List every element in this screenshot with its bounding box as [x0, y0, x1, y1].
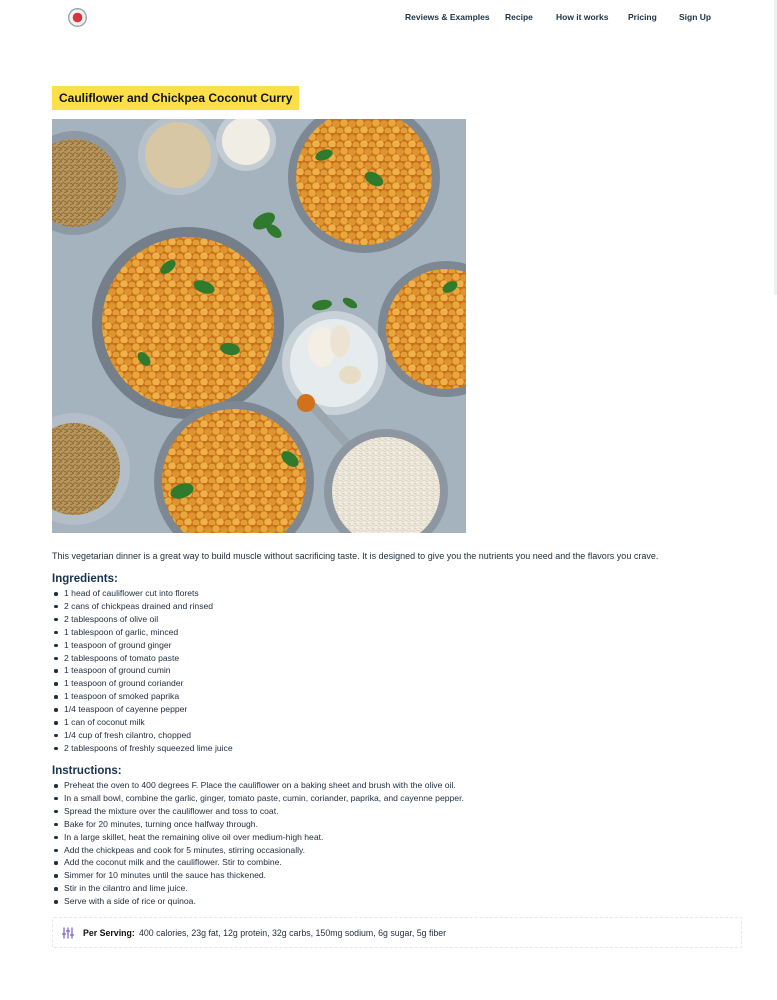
per-serving-value: 400 calories, 23g fat, 12g protein, 32g carbs, 150mg sodium, 6g sugar, 5g fiber — [139, 928, 447, 938]
list-item: Add the coconut milk and the cauliflower. Stir to combine. — [64, 856, 464, 869]
list-item: 1 teaspoon of ground coriander — [64, 677, 233, 690]
nav-recipe[interactable]: Recipe — [505, 12, 533, 22]
list-item: 2 cans of chickpeas drained and rinsed — [64, 600, 233, 613]
list-item: 1 teaspoon of ground cumin — [64, 664, 233, 677]
list-item: Bake for 20 minutes, turning once halfway through. — [64, 818, 464, 831]
recipe-intro: This vegetarian dinner is a great way to build muscle without sacrificing taste. It is designed to give you the nutrients you need and the flavors you crave. — [52, 551, 659, 561]
list-item: 1/4 cup of fresh cilantro, chopped — [64, 729, 233, 742]
list-item: 1 tablespoon of garlic, minced — [64, 626, 233, 639]
recipe-title: Cauliflower and Chickpea Coconut Curry — [52, 86, 299, 110]
list-item: 1/4 teaspoon of cayenne pepper — [64, 703, 233, 716]
nav-sign-up[interactable]: Sign Up — [679, 12, 712, 22]
top-nav — [0, 0, 777, 36]
instructions-heading: Instructions: — [52, 765, 122, 777]
list-item: Add the chickpeas and cook for 5 minutes, stirring occasionally. — [64, 844, 464, 857]
list-item: In a small bowl, combine the garlic, ginger, tomato paste, cumin, coriander, paprika, and cayenne pepper. — [64, 792, 464, 803]
list-item: 2 tablespoons of freshly squeezed lime juice — [64, 742, 233, 753]
list-item: 1 teaspoon of smoked paprika — [64, 690, 233, 703]
ingredients-heading: Ingredients: — [52, 573, 118, 585]
nav-links — [0, 12, 777, 26]
list-item: Spread the mixture over the cauliflower and toss to coat. — [64, 805, 464, 818]
ingredients-list — [64, 587, 233, 755]
list-item: 1 teaspoon of ground ginger — [64, 639, 233, 652]
list-item: Simmer for 10 minutes until the sauce has thickened. — [64, 869, 464, 882]
list-item: 2 tablespoons of tomato paste — [64, 652, 233, 665]
recipe-hero-image — [52, 119, 466, 533]
list-item: 2 tablespoons of olive oil — [64, 613, 233, 626]
list-item: Preheat the oven to 400 degrees F. Place the cauliflower on a baking sheet and brush with the olive oil. — [64, 779, 464, 792]
nav-how-it-works[interactable]: How it works — [556, 12, 609, 22]
sliders-icon — [62, 927, 74, 939]
per-serving-label: Per Serving: — [83, 928, 135, 938]
list-item: 1 can of coconut milk — [64, 716, 233, 729]
list-item: Serve with a side of rice or quinoa. — [64, 895, 464, 908]
instructions-list — [64, 779, 464, 908]
per-serving-box — [52, 917, 742, 948]
list-item: 1 head of cauliflower cut into florets — [64, 587, 233, 600]
list-item: In a large skillet, heat the remaining olive oil over medium-high heat. — [64, 831, 464, 844]
nav-reviews-examples[interactable]: Reviews & Examples — [405, 12, 490, 22]
list-item: Stir in the cilantro and lime juice. — [64, 882, 464, 895]
nav-pricing[interactable]: Pricing — [628, 12, 657, 22]
